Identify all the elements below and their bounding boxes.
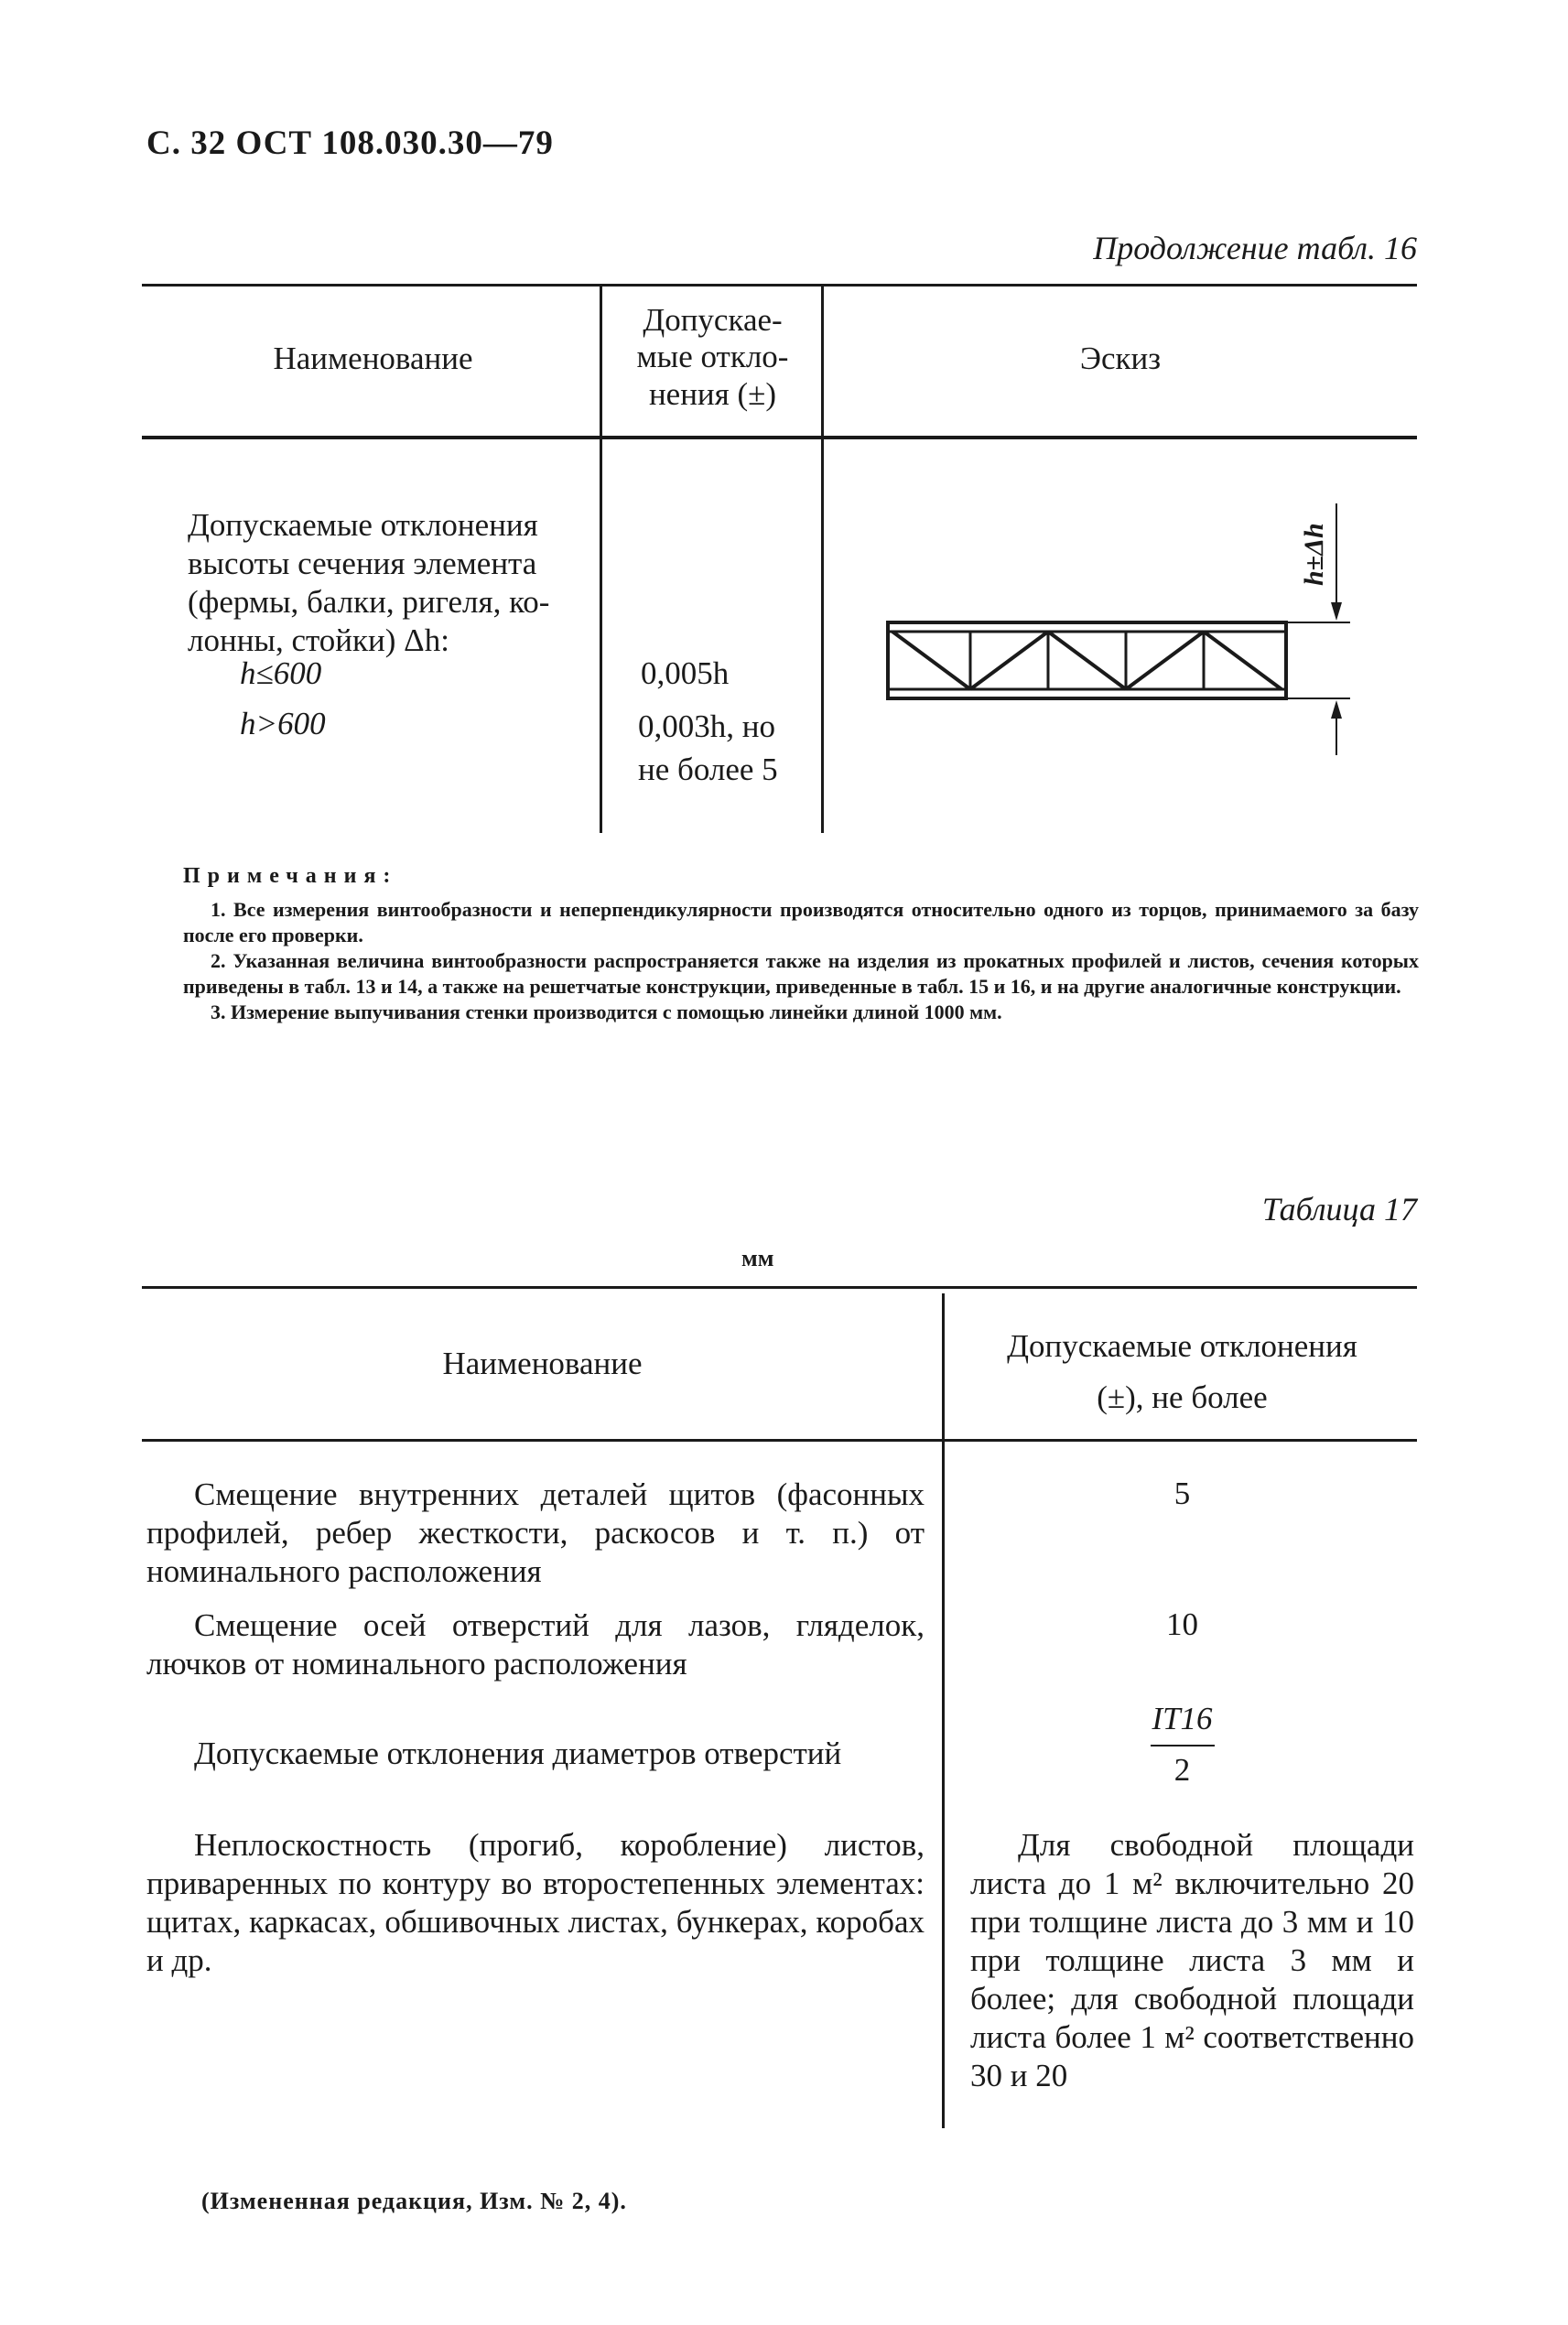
fraction-denominator: 2 (1173, 1752, 1191, 1788)
table16-continuation-title: Продолжение табл. 16 (1093, 230, 1417, 266)
table17-row-2-name: Смещение осей отверстий для лазов, гляделок, лючков от номинального расположения (146, 1607, 925, 1682)
desc-line-3: (фермы, балки, ригеля, ко- (188, 584, 550, 620)
table16-condition-1: h≤600 (240, 655, 322, 691)
fraction-bar (1151, 1745, 1215, 1746)
table17-col-tolerance-line2: (±), не более (1097, 1379, 1268, 1415)
table16-value-2-line1: 0,003h, но (638, 708, 775, 744)
notes-block (183, 862, 1419, 1025)
truss-diagonal-4 (1126, 632, 1204, 689)
table17-col-tolerance (947, 1321, 1417, 1423)
table16-col-sketch: Эскиз (1079, 341, 1162, 376)
dimension-arrow-up (1331, 700, 1342, 719)
table17-row-1-value: 5 (1173, 1476, 1191, 1511)
table16-top-rule (142, 284, 1417, 287)
table16-col-tolerance-line2: мые откло- (636, 339, 789, 375)
note-3: 3. Измерение выпучивания стенки производится с помощью линейки длиной 1000 мм. (211, 1000, 1002, 1024)
table17-row-2-value: 10 (1166, 1606, 1198, 1642)
table17-row-4-value: Для свободной площади листа до 1 м² включительно 20 при толщине листа до 3 мм и 10 при толщине листа 3 мм и более; для свободной площади листа более 1 м² соответственно 30 и 20 (970, 1827, 1414, 2093)
table17-unit: мм (741, 1245, 774, 1271)
fraction-numerator: IT16 (1152, 1701, 1213, 1736)
truss-sketch (879, 494, 1391, 769)
table16-condition-2: h>600 (240, 706, 326, 741)
desc-line-2: высоты сечения элемента (188, 546, 537, 581)
table17-col-name: Наименование (442, 1346, 643, 1381)
table16-col-divider-1 (600, 286, 602, 833)
amendment-footnote: (Измененная редакция, Изм. № 2, 4). (201, 2188, 627, 2214)
table17-col-divider (942, 1293, 945, 2128)
table17-col-tolerance-line1: Допускаемые отклонения (1007, 1328, 1357, 1364)
truss-diagonal-2 (970, 632, 1048, 689)
table17-row-3-name: Допускаемые отклонения диаметров отверстий (194, 1736, 842, 1771)
desc-line-4: лонны, стойки) Δh: (188, 622, 449, 658)
table16-header-rule (142, 436, 1417, 439)
table17-row-4-name: Неплоскостность (прогиб, коробление) листов, приваренных по контуру во второстепенных элементах: щитах, каркасах, обшивочных листах, бункерах, коробах и др. (146, 1827, 925, 1978)
table17-header-rule (142, 1439, 1417, 1442)
table17-row-1-name: Смещение внутренних деталей щитов (фасонных профилей, ребер жесткости, раскосов и т. п.) от номинального расположения (146, 1476, 925, 1589)
note-2: 2. Указанная величина винтообразности распространяется также на изделия из прокатных профилей и листов, сечения которых приведены в табл. 13 и 14, а также на решетчатые конструкции, приведенные в табл. 15 и 16, и на другие аналогичные конструкции. (183, 949, 1419, 999)
sketch-dimension-label: h±Δh (1299, 523, 1329, 586)
truss-diagonal-5 (1204, 632, 1281, 689)
table16-col-name: Наименование (273, 341, 473, 376)
table17-row-3-fraction (947, 1701, 1417, 1789)
table17-top-rule (142, 1286, 1417, 1289)
table16-value-2-line2: не более 5 (638, 752, 778, 788)
page-header: С. 32 ОСТ 108.030.30—79 (146, 124, 554, 162)
table16-col-tolerance (604, 302, 821, 413)
notes-title: Примечания: (183, 864, 398, 888)
desc-line-1: Допускаемые отклонения (188, 507, 538, 543)
table16-row-description (188, 506, 583, 660)
table16-col-tolerance-line3: нения (±) (648, 375, 777, 412)
truss-diagonal-3 (1048, 632, 1126, 689)
dimension-arrow-down (1331, 602, 1342, 621)
table17-title: Таблица 17 (1261, 1191, 1417, 1227)
table16-col-tolerance-line1: Допускае- (643, 302, 783, 338)
table16-value-1: 0,005h (641, 655, 730, 691)
truss-diagonal-1 (892, 632, 970, 689)
table16-value-2 (638, 705, 778, 792)
note-1: 1. Все измерения винтообразности и неперпендикулярности производятся относительно одного из торцов, принимаемого за базу после его проверки. (183, 898, 1419, 947)
